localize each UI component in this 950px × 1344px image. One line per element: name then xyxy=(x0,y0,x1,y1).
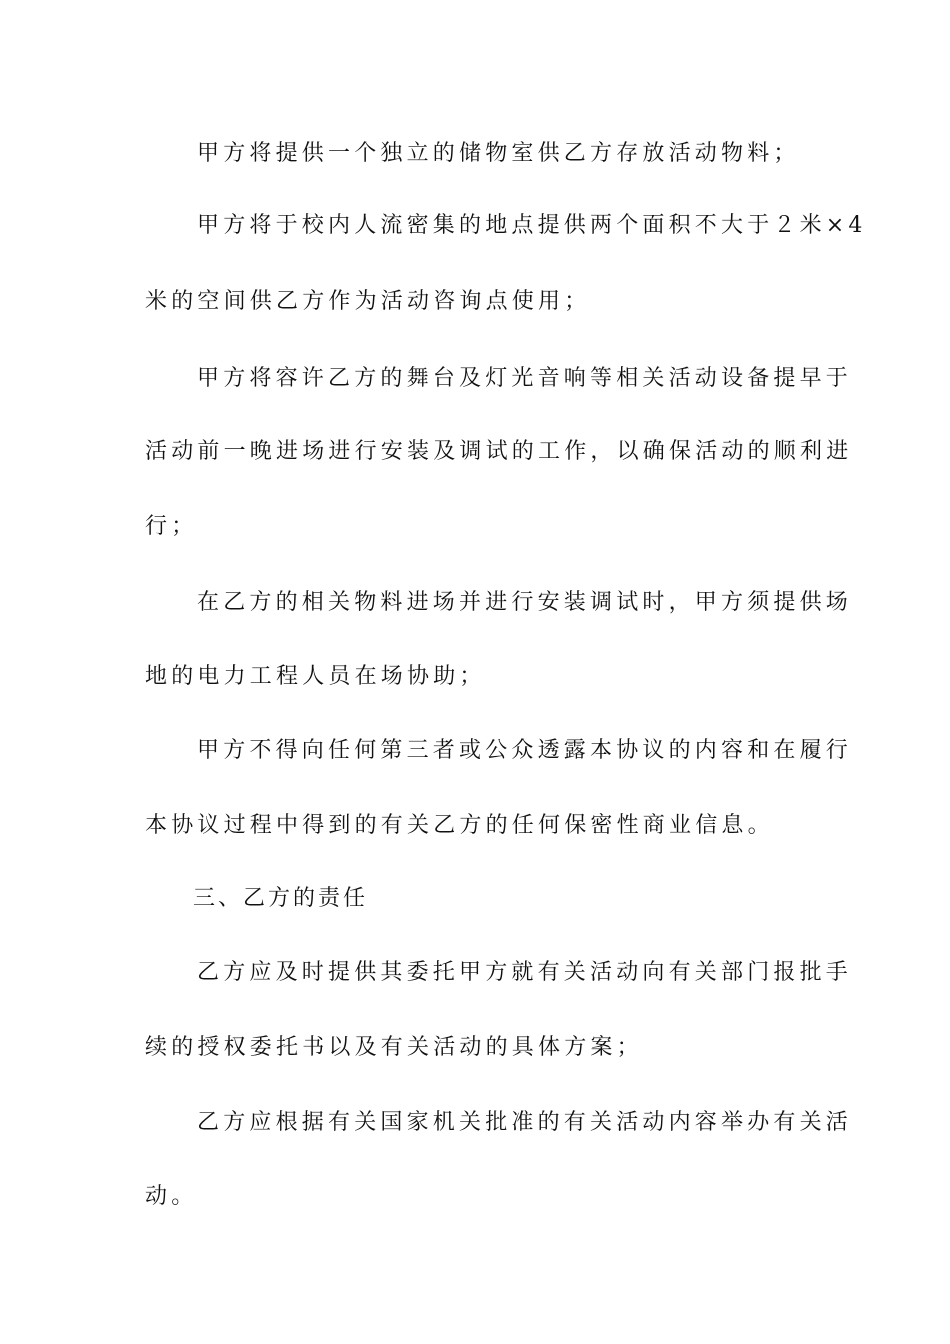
paragraph-line: 乙方应及时提供其委托甲方就有关活动向有关部门报批手 xyxy=(197,960,853,985)
paragraph-line: 甲方将于校内人流密集的地点提供两个面积不大于２米×4 xyxy=(197,213,867,238)
paragraph-line: 活动前一晚进场进行安装及调试的工作，以确保活动的顺利进 xyxy=(145,439,853,464)
paragraph-line: 续的授权委托书以及有关活动的具体方案； xyxy=(145,1035,643,1060)
paragraph-line: 甲方不得向任何第三者或公众透露本协议的内容和在履行 xyxy=(197,738,853,763)
paragraph-line: 米的空间供乙方作为活动咨询点使用； xyxy=(145,289,591,314)
paragraph-line: 在乙方的相关物料进场并进行安装调试时，甲方须提供场 xyxy=(197,590,853,615)
paragraph-line: 地的电力工程人员在场协助； xyxy=(145,664,486,689)
paragraph-line: 甲方将容许乙方的舞台及灯光音响等相关活动设备提早于 xyxy=(197,366,853,391)
paragraph-line: 行； xyxy=(145,514,198,539)
paragraph-line: 乙方应根据有关国家机关批准的有关活动内容举办有关活 xyxy=(197,1110,853,1135)
paragraph-line: 本协议过程中得到的有关乙方的任何保密性商业信息。 xyxy=(145,813,774,838)
paragraph-line: 动。 xyxy=(145,1184,198,1209)
section-heading: 三、乙方的责任 xyxy=(193,886,369,911)
paragraph-line: 甲方将提供一个独立的储物室供乙方存放活动物料； xyxy=(197,141,800,166)
